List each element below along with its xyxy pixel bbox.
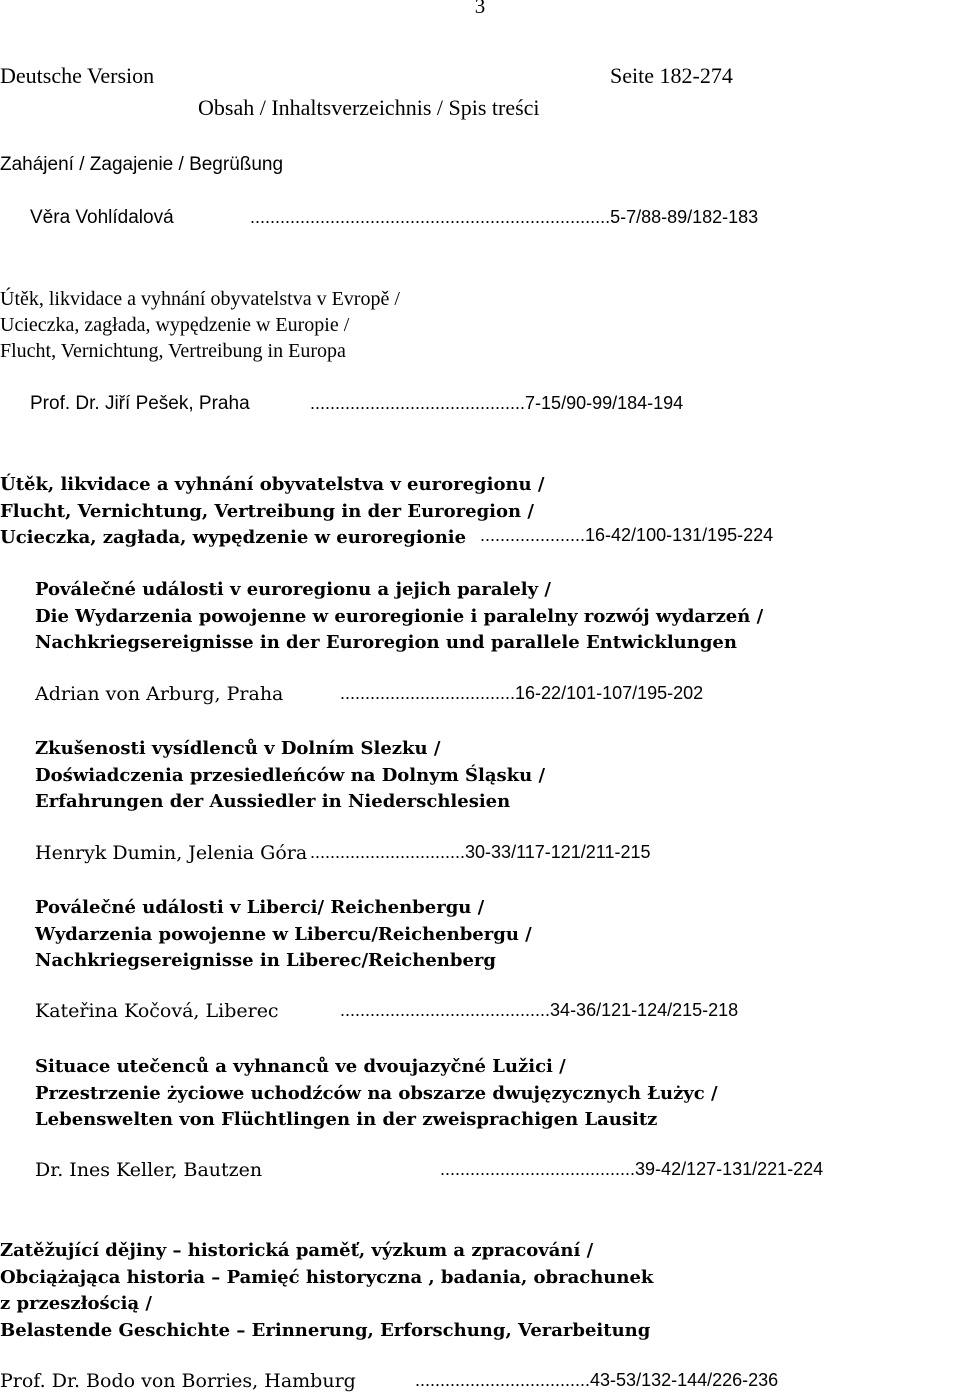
toc-title: Obsah / Inhaltsverzeichnis / Spis treści xyxy=(198,95,540,120)
sub3-line: Nachkriegsereignisse in Liberec/Reichenberg xyxy=(35,950,496,971)
welcome-pages: ........................................................................5-7/88-89/182-183 xyxy=(250,207,759,227)
section1-line: Ucieczka, zagłada, wypędzenie w Europie / xyxy=(0,314,350,336)
section3-line: z przeszłością / xyxy=(0,1293,152,1314)
sub3-author: Kateřina Kočová, Liberec xyxy=(35,1000,279,1022)
sub3-pages: ..........................................34-36/121-124/215-218 xyxy=(340,1000,739,1020)
section1-line: Útěk, likvidace a vyhnání obyvatelstva v Evropě / xyxy=(0,288,400,310)
sub1-author: Adrian von Arburg, Praha xyxy=(35,683,284,705)
section1-title xyxy=(0,286,400,364)
section3-author: Prof. Dr. Bodo von Borries, Hamburg xyxy=(0,1370,356,1392)
section1-pages: ...........................................7-15/90-99/184-194 xyxy=(310,393,684,413)
sub1-line: Poválečné události v euroregionu a jejich paralely / xyxy=(35,579,551,600)
section1-line: Flucht, Vernichtung, Vertreibung in Europa xyxy=(0,340,346,362)
section3-line: Belastende Geschichte – Erinnerung, Erforschung, Verarbeitung xyxy=(0,1319,651,1341)
page-number: 3 xyxy=(474,0,486,18)
sub2-line: Doświadczenia przesiedleńców na Dolnym Śląsku / xyxy=(35,764,546,786)
sub4-title xyxy=(35,1054,718,1134)
section2-title xyxy=(0,472,544,552)
section2-line: Flucht, Vernichtung, Vertreibung in der Euroregion / xyxy=(0,500,534,522)
sub1-line: Nachkriegsereignisse in der Euroregion und parallele Entwicklungen xyxy=(35,632,737,653)
section3-pages: ...................................43-53/132-144/226-236 xyxy=(415,1370,779,1390)
sub4-line: Lebenswelten von Flüchtlingen in der zweisprachigen Lausitz xyxy=(35,1109,658,1130)
sub1-line: Die Wydarzenia powojenne w euroregionie i paralelny rozwój wydarzeń / xyxy=(35,605,764,627)
sub2-line: Erfahrungen der Aussiedler in Niederschlesien xyxy=(35,791,511,812)
section3-line: Obciążająca historia – Pamięć historyczna , badania, obrachunek xyxy=(0,1266,654,1288)
sub4-pages: .......................................39-42/127-131/221-224 xyxy=(440,1159,824,1179)
section3-title xyxy=(0,1238,653,1344)
pages-label: Seite 182-274 xyxy=(610,63,733,88)
sub3-line: Poválečné události v Liberci/ Reichenbergu / xyxy=(35,897,485,918)
section2-line: Útěk, likvidace a vyhnání obyvatelstva v euroregionu / xyxy=(0,474,545,495)
welcome-heading: Zahájení / Zagajenie / Begrüßung xyxy=(0,154,284,175)
sub3-title xyxy=(35,895,532,975)
sub2-author: Henryk Dumin, Jelenia Góra xyxy=(35,842,308,864)
sub1-pages: ...................................16-22/101-107/195-202 xyxy=(340,683,704,703)
welcome-author: Věra Vohlídalová xyxy=(30,207,174,228)
sub2-pages: ...............................30-33/117-121/211-215 xyxy=(310,842,651,862)
sub3-line: Wydarzenia powojenne w Libercu/Reichenbergu / xyxy=(35,923,532,945)
section3-line: Zatěžující dějiny – historická paměť, výzkum a zpracování / xyxy=(0,1240,594,1261)
sub2-line: Zkušenosti vysídlenců v Dolním Slezku / xyxy=(35,738,441,759)
section1-author: Prof. Dr. Jiří Pešek, Praha xyxy=(30,393,250,414)
version-label: Deutsche Version xyxy=(0,63,155,88)
section2-line: Ucieczka, zagłada, wypędzenie w euroregionie xyxy=(0,527,467,548)
sub4-author: Dr. Ines Keller, Bautzen xyxy=(35,1159,263,1181)
sub1-title xyxy=(35,577,763,657)
sub4-line: Przestrzenie życiowe uchodźców na obszarze dwujęzycznych Łużyc / xyxy=(35,1082,718,1104)
section2-pages: .....................16-42/100-131/195-224 xyxy=(480,525,774,545)
sub4-line: Situace utečenců a vyhnanců ve dvoujazyčné Lužici / xyxy=(35,1056,566,1077)
sub2-title xyxy=(35,736,545,816)
